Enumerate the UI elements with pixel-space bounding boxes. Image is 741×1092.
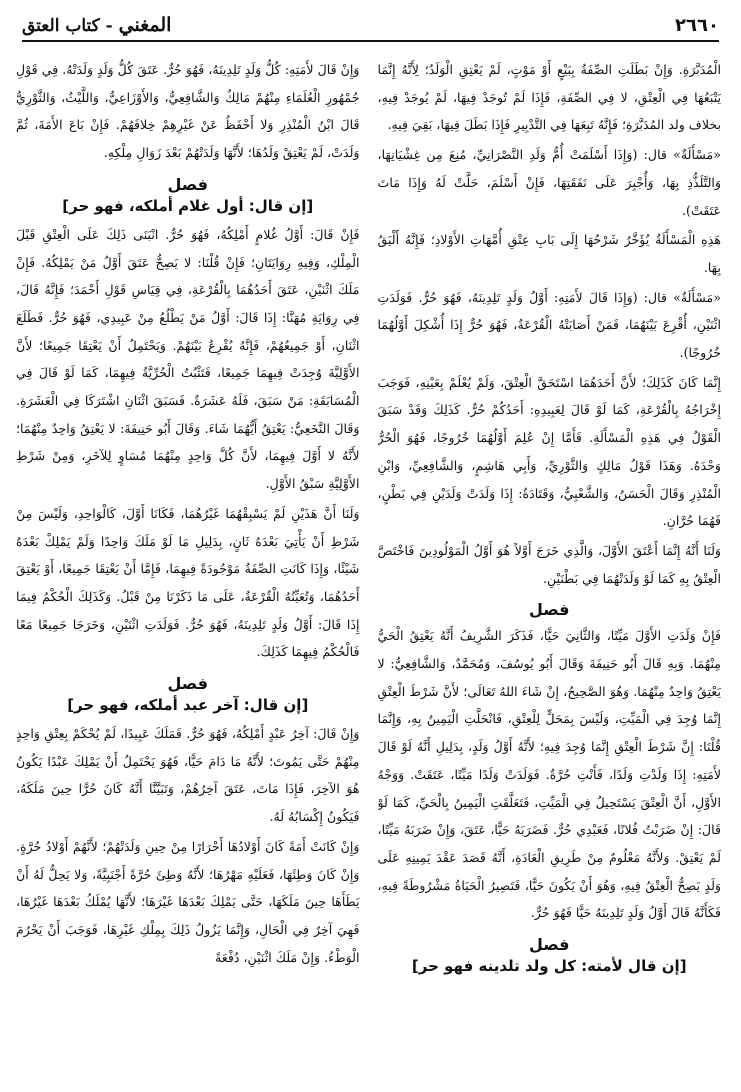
paragraph: وَإِنْ قَالَ: آخِرُ عَبْدٍ أَمْلِكُهُ، فَهُوَ حُرٌّ. فَمَلَكَ عَبِيدًا، لَمْ يُحْكَمْ بِعِتْقِ وَاحِدٍ مِنْهُمْ حَتَّى يَمُوتَ؛ لأَنَّهُ مَا دَامَ حَيًّا، فَهُوَ يَحْتَمِلُ أَنْ يَمْلِكَ عَبْدًا يَكُونُ هُوَ الآخِرَ، فَإِذَا مَاتَ، عَتَقَ آخِرُهُمْ، وَتَبَيَّنَّا أَنَّهُ كَانَ حُرًّا حِينَ مَلَكَهُ، فَيَكُونُ إِكْسَابُهُ لَهُ. xyxy=(16,726,360,825)
paragraph: وَإِنْ قَالَ لأَمَتِهِ: كُلُّ وَلَدٍ تَلِدِينَهُ، فَهُوَ حُرٌّ. عَتَقَ كُلُّ وَلَدٍ وَلَدَتْهُ. فِي قَوْلِ جُمْهُورِ الْعُلَمَاءِ مِنْهُمْ مَالِكٌ وَالشَّافِعِيُّ، وَالأَوْزَاعِيُّ، وَاللَّيْثُ، وَالثَّوْرِيُّ قَالَ ابْنُ الْمُنْذِرِ وَلا أَحْفَظُ عَنْ غَيْرِهِمْ خِلافَهُمْ. فَإِنْ بَاعَ الأَمَةَ، ثُمَّ وَلَدَتْ، لَمْ يَعْتِقْ وَلَدُهَا؛ لأَنَّهَا وَلَدَتْهُمْ بَعْدَ زَوَالِ مِلْكِهِ. xyxy=(16,62,360,161)
paragraph: إِنَّمَا كَانَ كَذَلِكَ؛ لأَنَّ أَحَدَهُمَا اسْتَحَقَّ الْعِتْقَ، وَلَمْ يُعْلَمْ بِعَيْنِهِ، فَوَجَبَ إِخْرَاجُهُ بِالْقُرْعَةِ، كَمَا لَوْ قَالَ لِعَبِيدِهِ: أَحَدُكُمْ حُرٌّ. كَذَلِكَ وَقَدْ سَبَقَ الْقَوْلُ فِي هَذِهِ الْمَسْأَلَةِ. فَأَمَّا إِنْ عُلِمَ أَوَّلُهُمَا خُرُوجًا، فَهُوَ الْحُرُّ وَحْدَهُ. وَهَذَا قَوْلُ مَالِكٍ وَالثَّوْرِيِّ، وَأَبِي هَاشِمٍ، وَالشَّافِعِيِّ، وَابْنِ الْمُنْذِرِ وَقَالَ الْحَسَنُ، وَالشَّعْبِيُّ، وَقَتَادَةُ: إِذَا وَلَدَتْ وَلَدَيْنِ فِي بَطْنٍ، فَهُمَا حُرَّانِ. xyxy=(377,374,721,529)
paragraph: وَلَنَا أَنَّهُ إِنَّمَا أَعْتَقَ الأَوَّلَ، وَالَّذِي خَرَجَ أَوَّلاً هُوَ أَوَّلُ الْمَوْلُودِينَ فَاخْتَصَّ الْعِتْقُ بِهِ كَمَا لَوْ وَلَدَتْهُمَا فِي بَطْنَيْنِ. xyxy=(377,542,721,586)
page-number: ٢٦٦٠ xyxy=(675,14,719,36)
section-heading: فصل xyxy=(528,600,570,620)
paragraph: فَإِنْ قَالَ: أَوَّلُ غُلامٍ أَمْلِكُهُ، فَهُوَ حُرٌّ. انْبَنَى ذَلِكَ عَلَى الْعِتْقِ قَبْلَ الْمِلْكِ، وَفِيهِ رِوَايَتَانِ؛ فَإِنْ قُلْنَا: لا يَصِحُّ عَتَقَ أَوَّلُ مَنْ يَمْلِكُهُ. فَإِنْ مَلَكَ اثْنَيْنِ، عَتَقَ أَحَدُهُمَا بِالْقُرْعَةِ، فِي قِيَاسِ قَوْلِ أَحْمَدَ؛ فَإِنَّهُ قَالَ، فِي رِوَايَةِ مُهَنَّا: إِذَا قَالَ: أَوَّلُ مَنْ يَطْلُعُ مِنْ عَبِيدِي، فَهُوَ حُرٌّ. فَطَلَعَ اثْنَانِ، أَوْ جَمِيعُهُمْ، فَإِنَّهُ يُقْرِعُ بَيْنَهُمْ. وَيَحْتَمِلُ أَنْ يَعْتِقَا جَمِيعًا؛ لأَنَّ الأَوَّلِيَّةَ وُجِدَتْ فِيهِمَا جَمِيعًا، فَتَثْبُتُ الْحُرِّيَّةُ فِيهِمَا، كَمَا لَوْ قَالَ فِي الْمُسَابَقَةِ: مَنْ سَبَقَ، فَلَهُ عَشَرَةٌ. فَسَبَقَ اثْنَانِ اشْتَرَكَا فِي الْعَشَرَةِ. وَقَالَ النَّخَعِيُّ: يَعْتِقُ أَيُّهُمَا شَاءَ. وَقَالَ أَبُو حَنِيفَةَ: لا يَعْتِقُ وَاحِدٌ مِنْهُمَا؛ لأَنَّهُ لا أَوَّلَ فِيهِمَا، لأَنَّ كُلَّ وَاحِدٍ مِنْهُمَا مُسَاوٍ لِلآخَرِ، وَمِنْ شَرْطِ الأَوَّلِيَّةِ سَبْقُ الأَوَّلِ. xyxy=(16,226,360,492)
text-columns xyxy=(16,56,721,1080)
paragraph: «مَسْأَلَةٌ» قال: (وَإِذَا أَسْلَمَتْ أُمُّ وَلَدِ النَّصْرَانِيِّ، مُنِعَ مِن غِشْيَانِهَا، وَالتَّلَذُّذِ بِهَا، وَأُجْبِرَ عَلَى نَفَقَتِهَا، فَإِنْ أَسْلَمَ، حَلَّتْ لَهُ وَإِذَا مَاتَ عَتَقَتْ). xyxy=(377,147,721,218)
right-column xyxy=(378,56,722,1080)
section-heading: فصل xyxy=(528,935,570,955)
section-heading: فصل xyxy=(167,674,209,694)
book-title: المغني xyxy=(118,14,172,36)
section-title: - كتاب العتق xyxy=(22,16,113,36)
paragraph: هَذِهِ الْمَسْأَلَةُ يُؤَخَّرُ شَرْحُهَا إِلَى بَابِ عِتْقِ أُمَّهَاتِ الأَوْلادِ؛ فَإِنَّهُ أَلْيَقُ بِهَا. xyxy=(377,232,721,275)
left-column xyxy=(16,56,360,1080)
paragraph: «مَسْأَلَةٌ» قال: (وَإِذَا قَالَ لأَمَتِهِ: أَوَّلُ وَلَدٍ تَلِدِينَهُ، فَهُوَ حُرٌّ. فَوَلَدَتِ اثْنَيْنِ، أُقْرِعَ بَيْنَهُمَا، فَمَنْ أَصَابَتْهُ الْقُرْعَةُ، فَهُوَ حُرٌّ إِذَا أُشْكِلَ أَوَّلُهُمَا خُرُوجًا). xyxy=(377,289,721,361)
section-subheading: [إن قال لأمته: كل ولد تلدينه فهو حر] xyxy=(411,957,687,976)
paragraph: وَلَنَا أَنَّ هَذَيْنِ لَمْ يَسْبِقْهُمَا غَيْرُهُمَا، فَكَانَا أَوَّلَ، كَالْوَاحِدِ، وَلَيْسَ مِنْ شَرْطِ أَنْ يَأْتِيَ بَعْدَهُ ثَانٍ، بِدَلِيلِ مَا لَوْ مَلَكَ وَاحِدًا وَلَمْ يَمْلِكْ بَعْدَهُ شَيْئًا، وَإِذَا كَانَتِ الصِّفَةُ مَوْجُودَةً فِيهِمَا، فَإِمَّا أَنْ يَعْتِقَا جَمِيعًا، أَوْ يَعْتِقَ أَحَدُهُمَا، وَتُعَيِّنُهُ الْقُرْعَةُ، عَلَى مَا ذَكَرْنَا مِنْ قَبْلُ. وَكَذَلِكَ الْحُكْمُ فِيمَا إِذَا قَالَ: أَوَّلُ وَلَدٍ تَلِدِينَهُ، فَهُوَ حُرٌّ. فَوَلَدَتِ اثْنَيْنِ، وَخَرَجَا جَمِيعًا مَعًا فَالْحُكْمُ فِيهِمَا كَذَلِكَ. xyxy=(16,505,360,660)
section-heading: فصل xyxy=(167,174,209,194)
running-title xyxy=(22,14,171,36)
section-subheading: [إن قال: آخر عبد أملكه، فهو حر] xyxy=(67,696,309,715)
paragraph: وَإِنْ كَانَتْ أَمَةً كَانَ أَوْلادُهَا أَحْرَارًا مِنْ حِينِ وَلَدَتْهُمْ؛ لأَنَّهُمْ أَوْلادُ حُرَّةٍ. وَإِنْ كَانَ وَطِئَهَا، فَعَلَيْهِ مَهْرُهَا؛ لأَنَّهُ وَطِئَ حُرَّةً أَجْنَبِيَّةً، وَلا يَحِلُّ لَهُ أَنْ يَطَأَهَا حِينَ مَلَكَهَا، حَتَّى يَمْلِكَ بَعْدَهَا غَيْرَهَا؛ لأَنَّهَا يُمْلَكُ بَعْدَهَا غَيْرُهَا، فَهِيَ آخِرٌ فِي الْحَالِ، وَإِنَّمَا يَزُولُ ذَلِكَ بِمِلْكِ غَيْرِهَا، فَوَجَبَ أَنْ يَحْرُمَ الْوَطْءُ. وَإِنْ مَلَكَ اثْنَيْنِ، دُفْعَةً xyxy=(16,838,360,965)
paragraph: الْمُدَبَّرَةِ. وَإِنْ بَطَلَتِ الصِّفَةُ بِبَيْعٍ أَوْ مَوْتٍ، لَمْ يَعْتِقِ الْوَلَدُ؛ لِأَنَّهُ إِنَّمَا يَتْبَعُهَا فِي الْعِتْقِ، لا فِي الصِّفَةِ، فَإِذَا لَمْ تُوجَدْ فِيهَا، لَمْ يُوجَدْ فِيهِ، بخلاف ولد المُدَبَّرَةِ؛ فَإِنَّهُ تَبِعَهَا فِي التَّدْبِيرِ فَإِذَا بَطَلَ فِيهَا، بَقِيَ فِيهِ. xyxy=(377,62,721,133)
page-header xyxy=(22,10,719,42)
paragraph: فَإِنْ وَلَدَتِ الأَوَّلَ مَيِّتًا، وَالثَّانِيَ حَيًّا، فَذَكَرَ الشَّرِيفُ أَنَّهُ يَعْتِقُ الْحَيُّ مِنْهُمَا. وَبِهِ قَالَ أَبُو حَنِيفَةَ وَقَالَ أَبُو يُوسُفَ، وَمُحَمَّدٌ، وَالشَّافِعِيُّ: لا يَعْتِقُ وَاحِدٌ مِنْهُمَا. وَهُوَ الصَّحِيحُ، إِنْ شَاءَ اللهُ تَعَالَى؛ لأَنَّ شَرْطَ الْعِتْقِ إِنَّمَا وُجِدَ فِي الْمَيِّتِ، وَلَيْسَ بِمَحَلٍّ لِلْعِتْقِ، فَانْحَلَّتِ الْيَمِينُ بِهِ، وَإِنَّمَا قُلْنَا: إِنَّ شَرْطَ الْعِتْقِ إِنَّمَا وُجِدَ فِيهِ؛ لأَنَّهُ أَوَّلُ وَلَدٍ، بِدَلِيلِ أَنَّهُ لَوْ قَالَ لأَمَتِهِ: إِذَا وَلَدْتِ وَلَدًا، فَأَنْتِ حُرَّةٌ. فَوَلَدَتْ وَلَدًا مَيِّتًا، عَتَقَتْ. وَوَجْهُ الأَوَّلِ، أَنَّ الْعِتْقَ يَسْتَحِيلُ فِي الْمَيِّتِ، فَتَعَلَّقَتِ الْيَمِينُ بِالْحَيِّ، كَمَا لَوْ قَالَ: إِنْ ضَرَبْتُ فُلانًا، فَعَبْدِي حُرٌّ. فَضَرَبَهُ حَيًّا، عَتَقَ، وَإِنْ ضَرَبَهُ مَيِّتًا، لَمْ يَعْتِقْ. وَلأَنَّهُ مَعْلُومٌ مِنْ طَرِيقِ الْعَادَةِ، أَنَّهُ قَصَدَ عَقْدَ يَمِينِهِ عَلَى وَلَدٍ يَصِحُّ الْعِتْقُ فِيهِ، وَهُوَ أَنْ يَكُونَ حَيًّا، فَتَصِيرُ الْحَيَاةُ مَشْرُوطَةً فِيهِ، فَكَأَنَّهُ قَالَ أَوَّلُ وَلَدٍ تَلِدِينَهُ حَيًّا فَهُوَ حُرٌّ. xyxy=(377,628,721,921)
section-subheading: [إن قال: أول غلام أملكه، فهو حر] xyxy=(62,196,314,215)
